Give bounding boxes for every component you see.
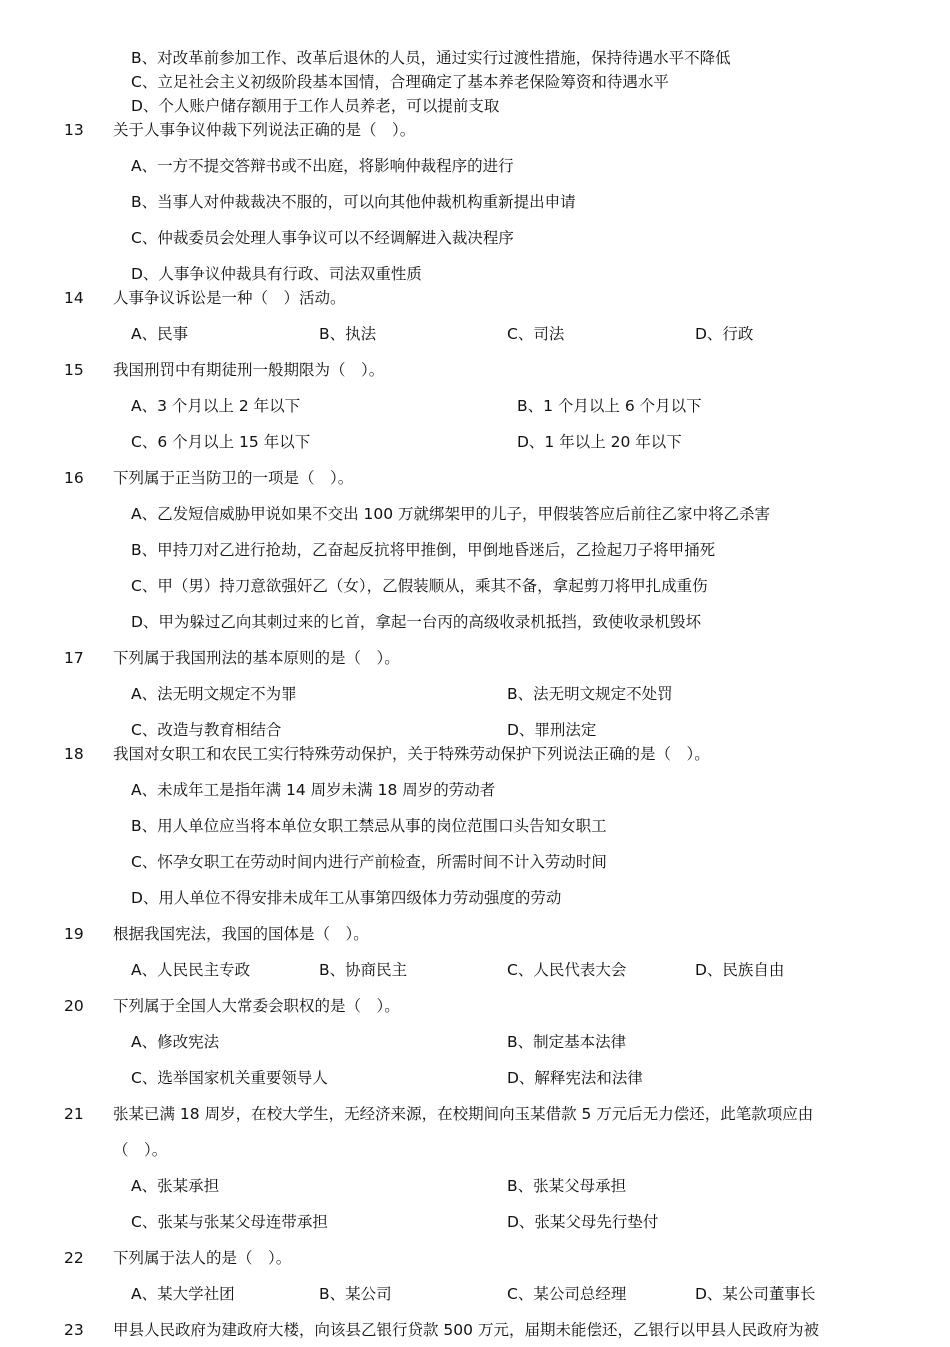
option-a: A、张某承担	[131, 1177, 220, 1195]
option-a: A、未成年工是指年满 14 周岁未满 18 周岁的劳动者	[131, 781, 496, 799]
option-c: C、怀孕女职工在劳动时间内进行产前检查，所需时间不计入劳动时间	[131, 853, 607, 871]
option-d: D、行政	[695, 325, 754, 343]
option-d: D、张某父母先行垫付	[507, 1213, 659, 1231]
option-a: A、民事	[131, 325, 189, 343]
question-number: 19	[64, 925, 84, 943]
option-d: D、1 年以上 20 年以下	[517, 433, 682, 451]
question-stem: 下列属于我国刑法的基本原则的是（ ）。	[113, 649, 400, 667]
option-c: C、某公司总经理	[507, 1285, 627, 1303]
option-b: B、用人单位应当将本单位女职工禁忌从事的岗位范围口头告知女职工	[131, 817, 607, 835]
question-number: 20	[64, 997, 84, 1015]
option-d: D、某公司董事长	[695, 1285, 816, 1303]
question-stem: 我国刑罚中有期徒刑一般期限为（ ）。	[113, 361, 385, 379]
option-c: C、仲裁委员会处理人事争议可以不经调解进入裁决程序	[131, 229, 514, 247]
option-b: B、法无明文规定不处罚	[507, 685, 673, 703]
question-stem: 人事争议诉讼是一种（ ）活动。	[113, 289, 346, 307]
question-stem: 下列属于法人的是（ ）。	[113, 1249, 292, 1267]
option-d: D、罪刑法定	[507, 721, 597, 739]
option-c: C、人民代表大会	[507, 961, 627, 979]
question-number: 22	[64, 1249, 84, 1267]
option-c: C、6 个月以上 15 年以下	[131, 433, 311, 451]
question-stem: 我国对女职工和农民工实行特殊劳动保护，关于特殊劳动保护下列说法正确的是（ ）。	[113, 745, 710, 763]
option-c: C、张某与张某父母连带承担	[131, 1213, 328, 1231]
option-a: A、一方不提交答辩书或不出庭，将影响仲裁程序的进行	[131, 157, 514, 175]
option-d: D、用人单位不得安排未成年工从事第四级体力劳动强度的劳动	[131, 889, 562, 907]
option-a: A、人民民主专政	[131, 961, 251, 979]
question-number: 17	[64, 649, 84, 667]
option-a: A、乙发短信威胁甲说如果不交出 100 万就绑架甲的儿子，甲假装答应后前往乙家中将乙杀害	[131, 505, 771, 523]
option-d: D、民族自由	[695, 961, 785, 979]
option-d: D、甲为躲过乙向其刺过来的匕首，拿起一台丙的高级收录机抵挡，致使收录机毁坏	[131, 613, 701, 631]
option-a: A、3 个月以上 2 年以下	[131, 397, 301, 415]
option-d: D、人事争议仲裁具有行政、司法双重性质	[131, 265, 422, 283]
option-c: C、选举国家机关重要领导人	[131, 1069, 328, 1087]
question-stem: 张某已满 18 周岁，在校大学生，无经济来源，在校期间向玉某借款 5 万元后无力偿还，此笔款项应由	[113, 1105, 814, 1123]
option-a: A、某大学社团	[131, 1285, 235, 1303]
option-b: B、1 个月以上 6 个月以下	[517, 397, 702, 415]
option-a: A、法无明文规定不为罪	[131, 685, 297, 703]
question-stem: 下列属于全国人大常委会职权的是（ ）。	[113, 997, 400, 1015]
question-number: 18	[64, 745, 84, 763]
option-d: D、解释宪法和法律	[507, 1069, 643, 1087]
question-number: 16	[64, 469, 84, 487]
document-page: B、对改革前参加工作、改革后退休的人员，通过实行过渡性措施，保持待遇水平不降低 C、立足社会主义初级阶段基本国情，合理确定了基本养老保险筹资和待遇水平 D、个人账户储存额用于工作人员养老，可以提前支取 13 关于人事争议仲裁下列说法正确的是（ ）。 A、一方不提交答辩书或不出庭，将影响仲裁程序的进行 B、当事人对仲裁裁决不服的，可以向其他仲裁机构重新提出申请 C、仲裁委员会处理人事争议可以不经调解进入裁决程序 D、人事争议仲裁具有行政、司法双重性质 14 人事争议诉讼是一种（ ）活动。 A、民事 B、执法 C、司法 D、行政 15 我国刑罚中有期徒刑一般期限为（ ）。 A、3 个月以上 2 年以下 B、1 个月以上 6 个月以下 C、6 个月以上 15 年以下 D、1 年以上 20 年以下 16 下列属于正当防卫的一项是（ ）。 A、乙发短信威胁甲说如果不交出 100 万就绑架甲的儿子，甲假装答应后前往乙家中将乙杀害 B、甲持刀对乙进行抢劫，乙奋起反抗将甲推倒，甲倒地昏迷后，乙捡起刀子将甲捅死 C、甲（男）持刀意欲强奸乙（女），乙假装顺从，乘其不备，拿起剪刀将甲扎成重伤 D、甲为躲过乙向其刺过来的匕首，拿起一台丙的高级收录机抵挡，致使收录机毁坏 17 下列属于我国刑法的基本原则的是（ ）。 A、法无明文规定不为罪 B、法无明文规定不处罚 C、改造与教育相结合 D、罪刑法定 18 我国对女职工和农民工实行特殊劳动保护，关于特殊劳动保护下列说法正确的是（ ）。 A、未成年工是指年满 14 周岁未满 18 周岁的劳动者 B、用人单位应当将本单位女职工禁忌从事的岗位范围口头告知女职工 C、怀孕女职工在劳动时间内进行产前检查，所需时间不计入劳动时间 D、用人单位不得安排未成年工从事第四级体力劳动强度的劳动 19 根据我国宪法，我国的国体是（ ）。 A、人民民主专政 B、协商民主 C、人民代表大会 D、民族自由 20 下列属于全国人大常委会职权的是（ ）。 A、修改宪法 B、制定基本法律 C、选举国家机关重要领导人 D、解释宪法和法律 21 张某已满 18 周岁，在校大学生，无经济来源，在校期间向玉某借款 5 万元后无力偿还，此笔款项应由 （ ）。 A、张某承担 B、张某父母承担 C、张某与张某父母连带承担 D、张某父母先行垫付 22 下列属于法人的是（ ）。 A、某大学社团 B、某公司 C、某公司总经理 D、某公司董事长 23 甲县人民政府为建政府大楼，向该县乙银行贷款 500 万元，届期未能偿还，乙银行以甲县人民政府为被	[0, 0, 950, 1347]
question-number: 23	[64, 1321, 84, 1339]
option-c: C、改造与教育相结合	[131, 721, 282, 739]
question-stem: 根据我国宪法，我国的国体是（ ）。	[113, 925, 369, 943]
option-b: B、执法	[319, 325, 377, 343]
option-b: B、某公司	[319, 1285, 392, 1303]
option-b: B、当事人对仲裁裁决不服的，可以向其他仲裁机构重新提出申请	[131, 193, 576, 211]
option-b: B、制定基本法律	[507, 1033, 627, 1051]
option-b: B、协商民主	[319, 961, 408, 979]
option-c: C、甲（男）持刀意欲强奸乙（女），乙假装顺从，乘其不备，拿起剪刀将甲扎成重伤	[131, 577, 708, 595]
question-number: 13	[64, 121, 84, 139]
option-b: B、张某父母承担	[507, 1177, 627, 1195]
question-number: 15	[64, 361, 84, 379]
question-stem: （ ）。	[113, 1141, 168, 1159]
question-stem: 下列属于正当防卫的一项是（ ）。	[113, 469, 354, 487]
option-a: A、修改宪法	[131, 1033, 220, 1051]
question-number: 14	[64, 289, 84, 307]
option-c: C、司法	[507, 325, 565, 343]
question-stem: 关于人事争议仲裁下列说法正确的是（ ）。	[113, 121, 416, 139]
question-stem: 甲县人民政府为建政府大楼，向该县乙银行贷款 500 万元，届期未能偿还，乙银行以甲县人民政府为被	[113, 1321, 819, 1339]
option-b: B、甲持刀对乙进行抢劫，乙奋起反抗将甲推倒，甲倒地昏迷后，乙捡起刀子将甲捅死	[131, 541, 716, 559]
question-number: 21	[64, 1105, 84, 1123]
